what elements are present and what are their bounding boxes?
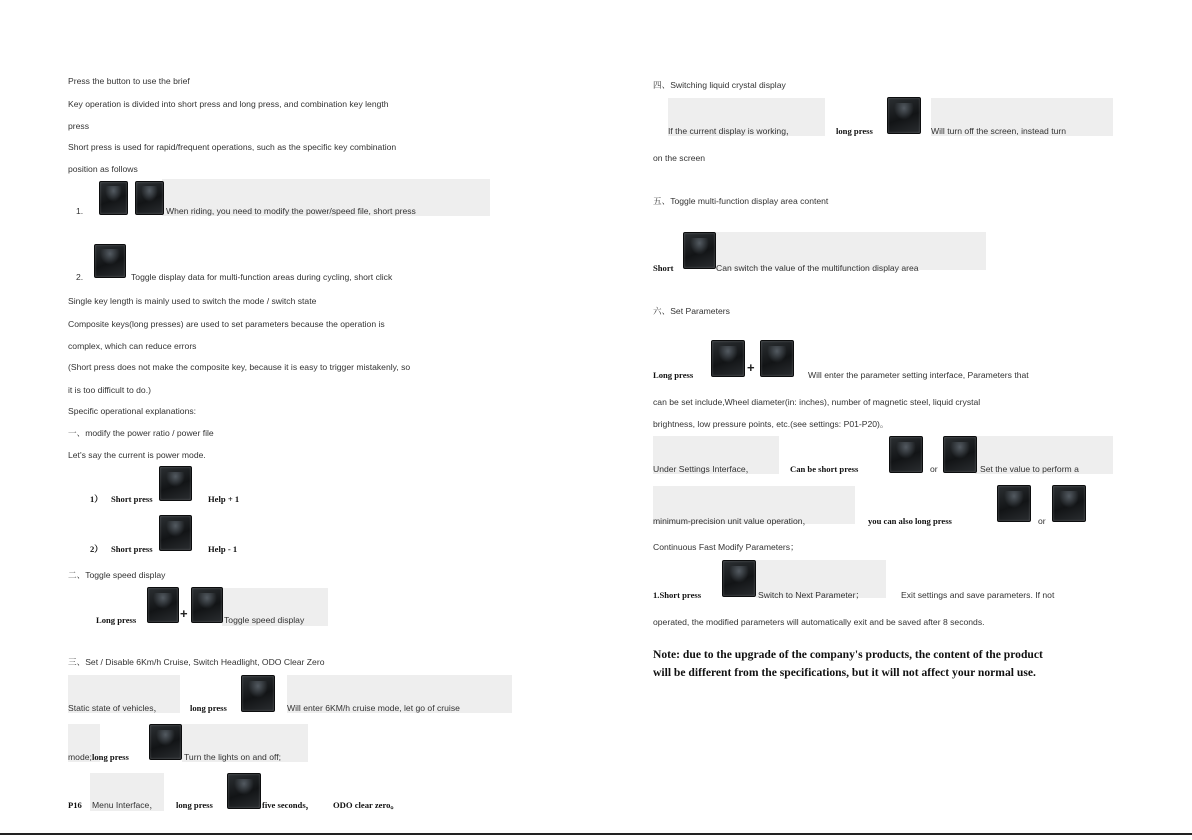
display-button-icon: [94, 244, 126, 278]
intro-line-5: position as follows: [68, 164, 138, 174]
section-3-line-3b: Menu Interface，: [92, 800, 158, 810]
section-4-line-1a: If the current display is working，: [668, 126, 795, 136]
section-6-line-5a: minimum-precision unit value operation，: [653, 516, 812, 526]
section-6-heading: 六、Set Parameters: [653, 306, 730, 316]
display-button-icon: [1052, 485, 1086, 522]
section-6-line-8: operated, the modified parameters will automatically exit and be saved after 8 seconds.: [653, 617, 985, 627]
display-button-icon: [241, 675, 275, 712]
section-6-line-7c: Exit settings and save parameters. If not: [901, 590, 1055, 600]
display-button-icon: [135, 181, 164, 215]
para-line-2: Composite keys(long presses) are used to set parameters because the operation is: [68, 319, 385, 329]
section-6-line-1b: Will enter the parameter setting interface, Parameters that: [808, 370, 1029, 380]
section-6-line-6: Continuous Fast Modify Parameters；: [653, 542, 799, 552]
section-6-line-3: brightness, low pressure points, etc.(see settings: P01-P20)。: [653, 419, 889, 429]
section-3-line-3a: P16: [68, 800, 82, 810]
section-3-line-3d: five seconds，: [262, 800, 315, 810]
section-6-line-5b: you can also long press: [868, 516, 952, 526]
section-2-press: Long press: [96, 615, 137, 625]
section-3-line-1c: Will enter 6KM/h cruise mode, let go of cruise: [287, 703, 460, 713]
section-4-line-1c: Will turn off the screen, instead turn: [931, 126, 1067, 136]
section-2-heading: 二、Toggle speed display: [68, 570, 166, 580]
intro-line-2: Key operation is divided into short press and long press, and combination key length: [68, 99, 389, 109]
display-button-icon: [159, 466, 192, 501]
display-button-icon: [683, 232, 716, 269]
display-button-icon: [760, 340, 794, 377]
display-button-icon: [711, 340, 745, 377]
note-line-2: will be different from the specifications, but it will not affect your normal use.: [653, 666, 1036, 679]
section-3-line-1b: long press: [190, 703, 227, 713]
rule-2-number: 2）: [90, 544, 103, 554]
display-button-icon: [943, 436, 977, 473]
section-3-line-3e: ODO clear zero。: [333, 800, 400, 810]
section-6-line-4b: Can be short press: [790, 464, 859, 474]
display-button-icon: [887, 97, 921, 134]
para-line-3: complex, which can reduce errors: [68, 341, 197, 351]
section-6-line-7b: Switch to Next Parameter；: [758, 590, 865, 600]
note-line-1: Note: due to the upgrade of the company's products, the content of the product: [653, 648, 1043, 661]
section-6-line-4d: Set the value to perform a: [980, 464, 1079, 474]
plus-sign: +: [180, 606, 188, 621]
display-button-icon: [191, 587, 223, 623]
section-6-line-1a: Long press: [653, 370, 694, 380]
para-line-4: (Short press does not make the composite key, because it is easy to trigger mistakenly, so: [68, 362, 411, 372]
para-line-5: it is too difficult to do.): [68, 385, 151, 395]
section-5-press: Short: [653, 263, 674, 273]
intro-line-3: press: [68, 121, 90, 131]
section-4-line-2: on the screen: [653, 153, 706, 163]
item-1-number: 1.: [76, 206, 84, 216]
item-2-text: Toggle display data for multi-function areas during cycling, short click: [131, 272, 393, 282]
rule-1-number: 1）: [90, 494, 103, 504]
section-4-line-1b: long press: [836, 126, 873, 136]
section-3-line-2a: mode;: [68, 752, 92, 762]
display-button-icon: [147, 587, 179, 623]
section-6-line-5c: or: [1038, 516, 1046, 526]
rule-2-result: Help - 1: [208, 544, 238, 554]
rule-2-press: Short press: [111, 544, 153, 554]
intro-line-1: Press the button to use the brief: [68, 76, 190, 86]
para-line-6: Specific operational explanations:: [68, 406, 197, 416]
section-6-line-4c: or: [930, 464, 938, 474]
section-5-heading: 五、Toggle multi-function display area content: [653, 196, 829, 206]
display-button-icon: [159, 515, 192, 551]
section-3-line-1a: Static state of vehicles，: [68, 703, 163, 713]
display-button-icon: [997, 485, 1031, 522]
section-3-heading: 三、Set / Disable 6Km/h Cruise, Switch Headlight, ODO Clear Zero: [68, 657, 325, 667]
item-2-number: 2.: [76, 272, 84, 282]
section-6-line-2: can be set include,Wheel diameter(in: inches), number of magnetic steel, liquid crystal: [653, 397, 981, 407]
display-button-icon: [889, 436, 923, 473]
section-2-result: Toggle speed display: [224, 615, 305, 625]
bottom-border-line: [0, 833, 1192, 835]
display-button-icon: [722, 560, 756, 597]
plus-sign: +: [747, 360, 755, 375]
intro-line-4: Short press is used for rapid/frequent operations, such as the specific key combination: [68, 142, 397, 152]
section-3-line-2b: long press: [92, 752, 129, 762]
section-1-heading: 一、modify the power ratio / power file: [68, 428, 214, 438]
section-3-line-2c: Turn the lights on and off;: [184, 752, 281, 762]
section-3-line-3c: long press: [176, 800, 213, 810]
section-5-result: Can switch the value of the multifunction display area: [716, 263, 919, 273]
display-button-icon: [227, 773, 261, 809]
section-6-line-7a: 1.Short press: [653, 590, 702, 600]
rule-1-result: Help + 1: [208, 494, 240, 504]
display-button-icon: [99, 181, 128, 215]
para-line-1: Single key length is mainly used to switch the mode / switch state: [68, 296, 317, 306]
section-4-heading: 四、Switching liquid crystal display: [653, 80, 786, 90]
rule-1-press: Short press: [111, 494, 153, 504]
item-1-text: When riding, you need to modify the power/speed file, short press: [166, 206, 416, 216]
display-button-icon: [149, 724, 182, 760]
section-6-line-4a: Under Settings Interface，: [653, 464, 755, 474]
section-1-lead: Let's say the current is power mode.: [68, 450, 206, 460]
